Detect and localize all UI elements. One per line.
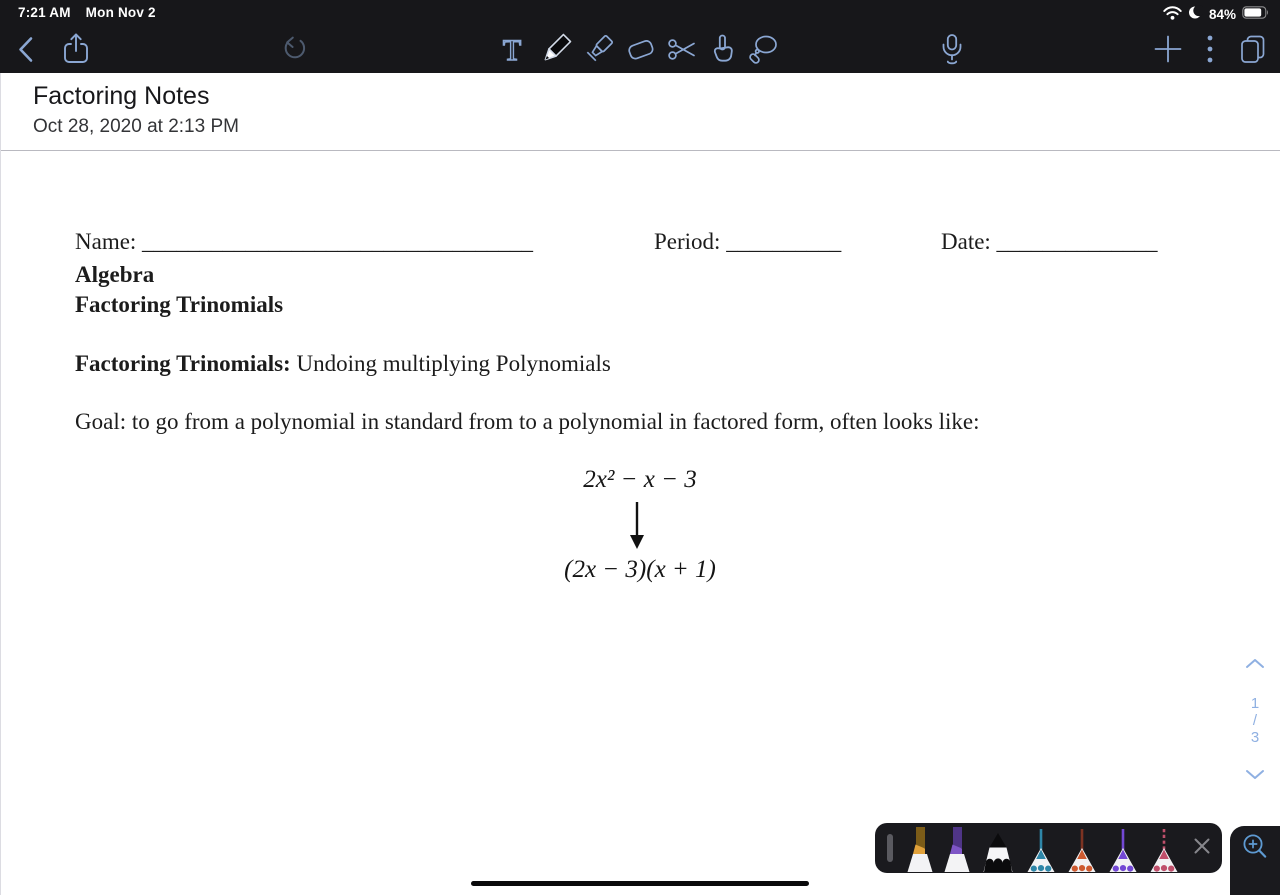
record-audio-button[interactable]	[933, 30, 971, 68]
highlighter-tool-button[interactable]	[580, 30, 618, 68]
undo-button[interactable]	[274, 30, 312, 68]
tap-tool-button[interactable]	[704, 30, 742, 68]
period-field-line: Period: __________	[654, 229, 842, 254]
text-tool-button[interactable]	[493, 30, 531, 68]
note-title: Factoring Notes	[33, 82, 210, 110]
svg-text:T: T	[502, 34, 522, 67]
magnifier-plus-icon	[1239, 831, 1273, 865]
page-navigator	[1238, 656, 1272, 786]
pages-overview-button[interactable]	[1234, 30, 1272, 68]
pen-pencil-black[interactable]	[977, 832, 1019, 872]
page-up-button[interactable]	[1238, 656, 1272, 673]
pen-ink-pink[interactable]	[1145, 828, 1183, 872]
close-tray-button[interactable]	[1192, 836, 1212, 859]
definition-line	[75, 351, 611, 377]
do-not-disturb-moon-icon	[1188, 5, 1203, 23]
back-button[interactable]	[9, 30, 47, 68]
definition-term: Factoring Trinomials:	[75, 351, 291, 376]
course-label: Algebra	[75, 262, 155, 287]
add-page-button[interactable]	[1149, 30, 1187, 68]
current-page-number: 1	[1250, 695, 1260, 712]
home-indicator[interactable]	[471, 881, 809, 886]
more-options-button[interactable]	[1191, 30, 1229, 68]
status-bar-right	[1163, 5, 1269, 23]
eraser-tool-button[interactable]	[622, 30, 660, 68]
page-separator: /	[1252, 712, 1258, 729]
down-arrow	[626, 501, 648, 551]
status-date: Mon Nov 2	[85, 5, 156, 20]
zoom-writing-button[interactable]	[1230, 826, 1280, 895]
lasso-tool-button[interactable]	[745, 30, 783, 68]
page-indicator[interactable]	[1238, 695, 1272, 746]
pencil-tool-button[interactable]	[537, 30, 575, 68]
share-button[interactable]	[57, 30, 95, 68]
date-field-line: Date: ______________	[941, 229, 1158, 254]
pen-ink-rust[interactable]	[1063, 828, 1101, 872]
total-page-number: 3	[1250, 729, 1260, 746]
top-bar	[0, 0, 1280, 73]
name-field-line: Name: __________________________________	[75, 229, 534, 254]
pen-highlighter-gold[interactable]	[903, 826, 937, 872]
battery-icon	[1242, 6, 1269, 22]
pen-tray	[875, 823, 1222, 873]
math-standard-form: 2x² − x − 3	[583, 466, 697, 493]
page-down-button	[1238, 767, 1272, 784]
note-page	[0, 151, 1280, 895]
pen-ink-purple[interactable]	[1104, 828, 1142, 872]
page-left-edge	[0, 73, 1, 895]
note-header	[0, 73, 1280, 151]
status-bar-left	[18, 5, 156, 20]
topic-label: Factoring Trinomials	[75, 292, 284, 317]
pen-highlighter-purple[interactable]	[940, 826, 974, 872]
scissors-tool-button[interactable]	[664, 30, 702, 68]
tray-drag-handle[interactable]	[887, 834, 893, 862]
definition-text: Undoing multiplying Polynomials	[290, 351, 611, 376]
goal-line: Goal: to go from a polynomial in standard from to a polynomial in factored form, often looks like:	[75, 409, 980, 434]
close-icon	[1192, 836, 1212, 856]
wifi-icon	[1163, 6, 1182, 23]
note-timestamp: Oct 28, 2020 at 2:13 PM	[33, 116, 239, 137]
math-factored-form: (2x − 3)(x + 1)	[564, 556, 716, 583]
pen-ink-teal[interactable]	[1022, 828, 1060, 872]
status-time: 7:21 AM	[18, 5, 71, 20]
battery-percent: 84%	[1208, 6, 1236, 22]
pen-list	[903, 826, 1183, 872]
